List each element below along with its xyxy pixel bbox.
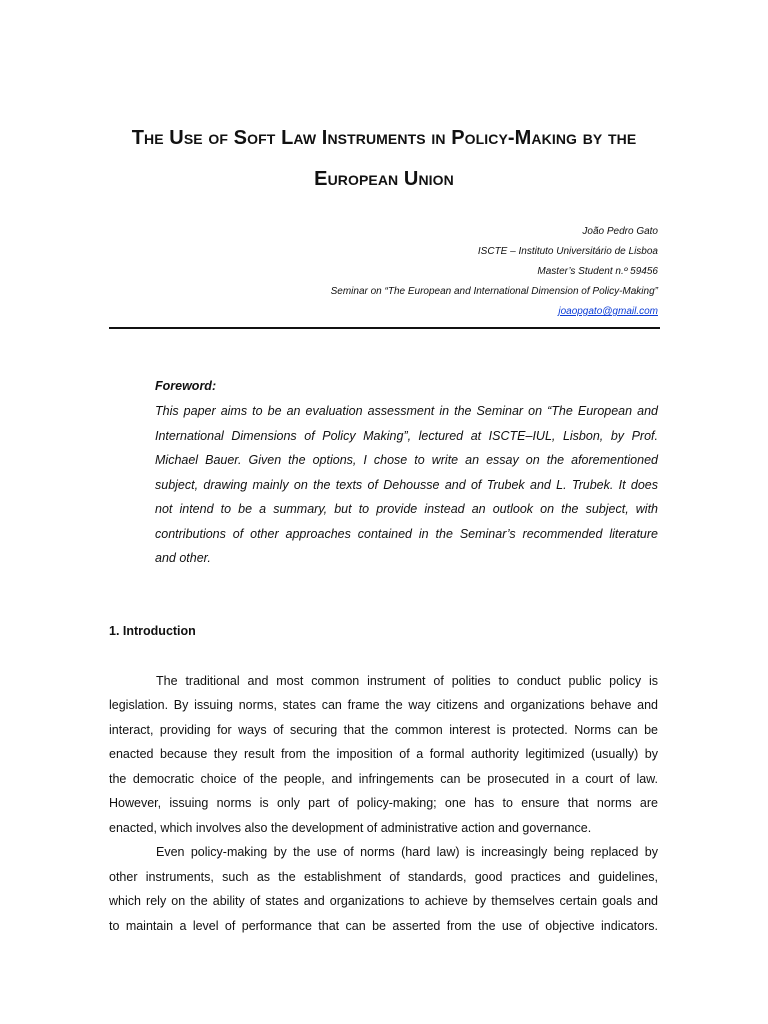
foreword-heading: Foreword: [155,379,217,393]
body-line: Even policy-making by the use of norms (hard law) is increasingly being replaced by [156,845,658,859]
foreword-line: subject, drawing mainly on the texts of Dehousse and of Trubek and L. Trubek. It does [155,478,658,492]
foreword-line: contributions of other approaches contained in the Seminar’s recommended literature [155,527,658,541]
body-line: enacted, which involves also the development of administrative action and governance. [109,821,592,835]
body-line: enacted because they result from the imposition of a formal authority legitimized (usually) by [109,747,658,761]
author-name: João Pedro Gato [582,226,658,237]
author-institution: ISCTE – Instituto Universitário de Lisboa [477,246,658,257]
body-line: other instruments, such as the establishment of standards, good practices and guidelines, [109,870,658,884]
foreword-line: International Dimensions of Policy Making”, lectured at ISCTE–IUL, Lisbon, by Prof. [155,429,658,443]
author-seminar: Seminar on “The European and International Dimension of Policy-Making” [330,286,658,297]
section-heading-introduction: 1. Introduction [109,624,196,638]
paper-title-line-1: The Use of Soft Law Instruments in Policy-Making by the [131,127,637,149]
body-line: interact, providing for ways of securing that the common interest is protected. Norms can be [109,723,658,737]
paper-title-line-2: European Union [314,168,454,190]
body-line: the democratic choice of the people, and infringements can be prosecuted in a court of law. [109,772,658,786]
author-student-number: Master’s Student n.º 59456 [537,266,658,277]
body-line: legislation. By issuing norms, states can frame the way citizens and organizations behave and [109,698,658,712]
body-line: The traditional and most common instrument of polities to conduct public policy is [156,674,658,688]
header-divider [109,327,660,329]
body-line: which rely on the ability of states and organizations to achieve by themselves certain goals and [109,894,658,908]
foreword-line: and other. [155,551,211,565]
foreword-line: not intend to be a summary, but to provide instead an outlook on the subject, with [155,502,658,516]
author-email-link[interactable]: joaopgato@gmail.com [558,306,658,317]
body-line: to maintain a level of performance that can be asserted from the use of objective indicators. [109,919,658,933]
foreword-line: This paper aims to be an evaluation assessment in the Seminar on “The European and [155,404,658,418]
body-line: However, issuing norms is only part of policy-making; one has to ensure that norms are [109,796,658,810]
foreword-line: Michael Bauer. Given the options, I chose to write an essay on the aforementioned [155,453,658,467]
